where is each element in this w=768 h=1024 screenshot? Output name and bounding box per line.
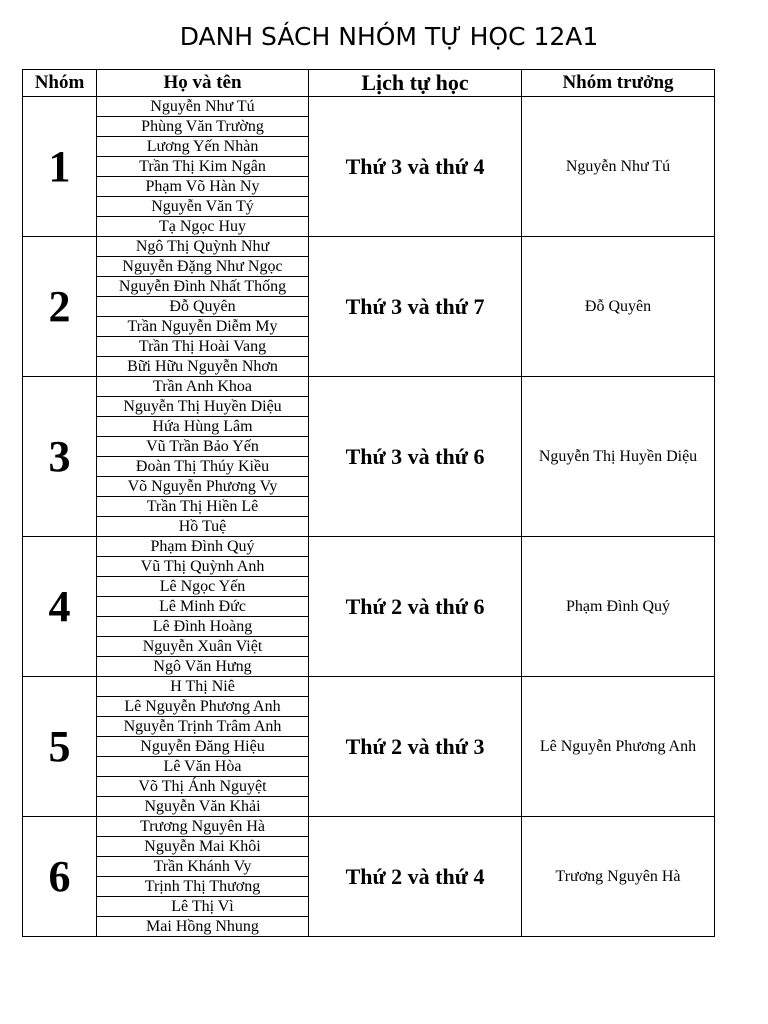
member-name: Lương Yến Nhàn — [97, 137, 309, 157]
member-name: Võ Nguyễn Phương Vy — [97, 477, 309, 497]
member-name: Lê Ngọc Yến — [97, 577, 309, 597]
member-name: Lê Đình Hoàng — [97, 617, 309, 637]
group-number: 4 — [23, 537, 97, 677]
table-row — [23, 377, 715, 397]
header-row — [23, 70, 715, 97]
header-leader: Nhóm trưởng — [522, 70, 715, 97]
table-row — [23, 237, 715, 257]
member-name: Tạ Ngọc Huy — [97, 217, 309, 237]
group-number: 3 — [23, 377, 97, 537]
group-number: 1 — [23, 97, 97, 237]
member-name: Trần Anh Khoa — [97, 377, 309, 397]
group-leader: Trương Nguyên Hà — [522, 817, 715, 937]
member-name: Nguyễn Đăng Hiệu — [97, 737, 309, 757]
member-name: Lê Nguyễn Phương Anh — [97, 697, 309, 717]
group-leader: Nguyễn Như Tú — [522, 97, 715, 237]
study-group-table — [22, 69, 715, 937]
member-name: Phùng Văn Trường — [97, 117, 309, 137]
table-row — [23, 817, 715, 837]
member-name: Nguyễn Văn Khải — [97, 797, 309, 817]
document-title: DANH SÁCH NHÓM TỰ HỌC 12A1 — [179, 22, 599, 51]
member-name: Trịnh Thị Thương — [97, 877, 309, 897]
member-name: Trần Thị Kim Ngân — [97, 157, 309, 177]
member-name: Trần Khánh Vy — [97, 857, 309, 877]
member-name: Nguyễn Văn Tý — [97, 197, 309, 217]
group-schedule: Thứ 2 và thứ 4 — [309, 817, 522, 937]
group-number: 2 — [23, 237, 97, 377]
table-body — [23, 97, 715, 937]
group-leader: Đỗ Quyên — [522, 237, 715, 377]
member-name: Mai Hồng Nhung — [97, 917, 309, 937]
member-name: Trần Nguyễn Diễm My — [97, 317, 309, 337]
group-schedule: Thứ 3 và thứ 4 — [309, 97, 522, 237]
member-name: Hứa Hùng Lâm — [97, 417, 309, 437]
member-name: Ngô Văn Hưng — [97, 657, 309, 677]
member-name: Phạm Đình Quý — [97, 537, 309, 557]
group-schedule: Thứ 2 và thứ 3 — [309, 677, 522, 817]
member-name: Đoàn Thị Thúy Kiều — [97, 457, 309, 477]
member-name: Vũ Trần Bảo Yến — [97, 437, 309, 457]
member-name: Ngô Thị Quỳnh Như — [97, 237, 309, 257]
member-name: Bữi Hữu Nguyễn Nhơn — [97, 357, 309, 377]
group-number: 6 — [23, 817, 97, 937]
member-name: Nguyễn Mai Khôi — [97, 837, 309, 857]
member-name: Nguyễn Đình Nhất Thống — [97, 277, 309, 297]
member-name: Trương Nguyên Hà — [97, 817, 309, 837]
table-row — [23, 97, 715, 117]
member-name: Nguyễn Đặng Như Ngọc — [97, 257, 309, 277]
member-name: Nguyễn Xuân Việt — [97, 637, 309, 657]
member-name: Nguyễn Thị Huyền Diệu — [97, 397, 309, 417]
member-name: Hồ Tuệ — [97, 517, 309, 537]
member-name: Lê Thị Vì — [97, 897, 309, 917]
header-group: Nhóm — [23, 70, 97, 97]
group-schedule: Thứ 3 và thứ 6 — [309, 377, 522, 537]
member-name: Võ Thị Ánh Nguyệt — [97, 777, 309, 797]
member-name: H Thị Niê — [97, 677, 309, 697]
table-row — [23, 677, 715, 697]
table-row — [23, 537, 715, 557]
member-name: Trần Thị Hiền Lê — [97, 497, 309, 517]
member-name: Trần Thị Hoài Vang — [97, 337, 309, 357]
group-schedule: Thứ 2 và thứ 6 — [309, 537, 522, 677]
member-name: Lê Minh Đức — [97, 597, 309, 617]
member-name: Nguyễn Trịnh Trâm Anh — [97, 717, 309, 737]
group-leader: Phạm Đình Quý — [522, 537, 715, 677]
member-name: Vũ Thị Quỳnh Anh — [97, 557, 309, 577]
group-number: 5 — [23, 677, 97, 817]
member-name: Lê Văn Hòa — [97, 757, 309, 777]
group-schedule: Thứ 3 và thứ 7 — [309, 237, 522, 377]
header-name: Họ và tên — [97, 70, 309, 97]
group-leader: Lê Nguyễn Phương Anh — [522, 677, 715, 817]
member-name: Nguyễn Như Tú — [97, 97, 309, 117]
header-schedule: Lịch tự học — [309, 70, 522, 97]
group-leader: Nguyễn Thị Huyền Diệu — [522, 377, 715, 537]
member-name: Phạm Võ Hàn Ny — [97, 177, 309, 197]
member-name: Đỗ Quyên — [97, 297, 309, 317]
